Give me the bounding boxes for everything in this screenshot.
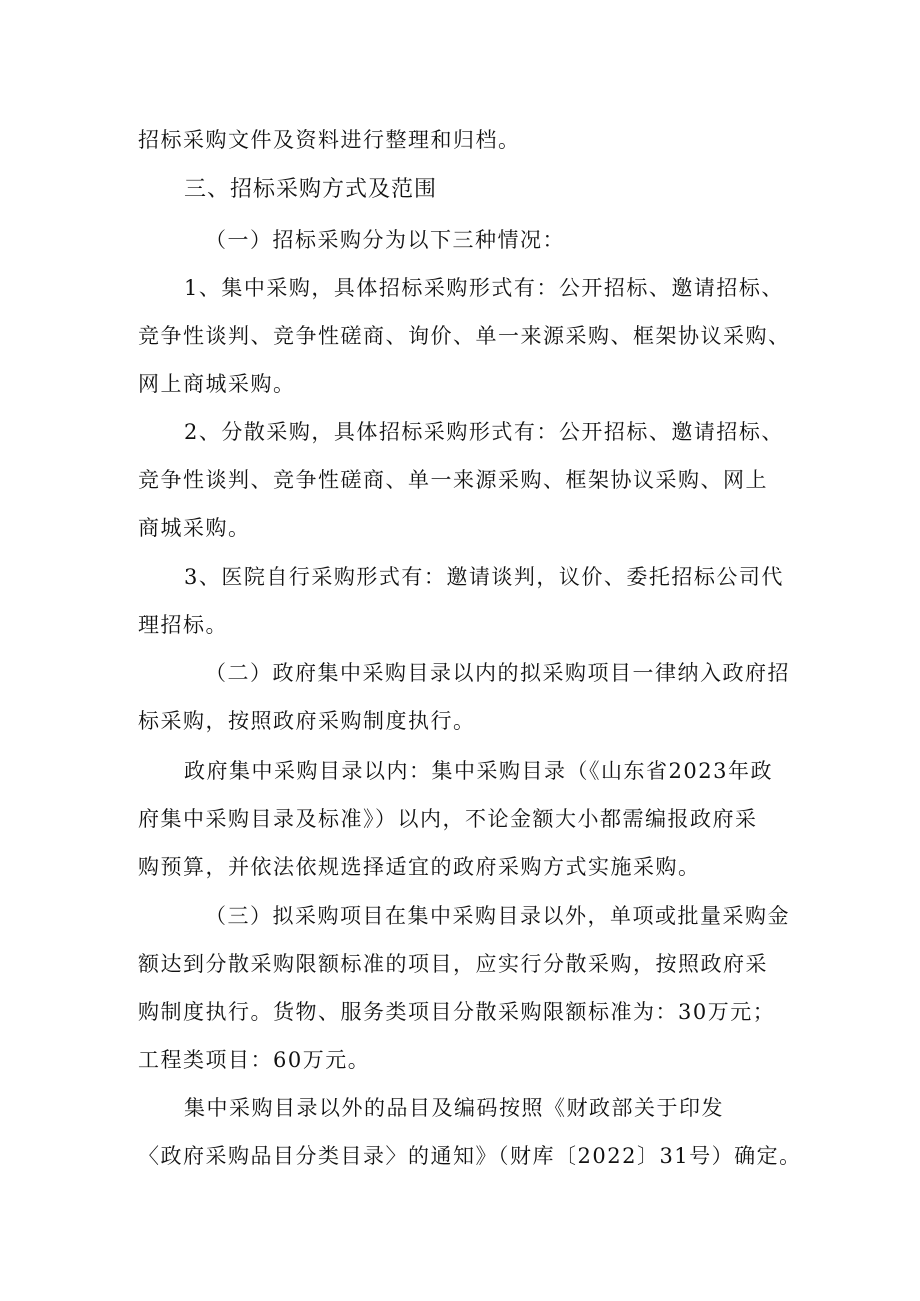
paragraph-line: 额达到分散采购限额标准的项目，应实行分散采购，按照政府采 [138, 952, 768, 976]
paragraph-line: 2、分散采购，具体招标采购形式有：公开招标、邀请招标、 [184, 420, 784, 444]
paragraph-line: 竞争性谈判、竞争性磋商、单一来源采购、框架协议采购、网上 [138, 468, 768, 492]
paragraph-line: 购预算，并依法依规选择适宜的政府采购方式实施采购。 [138, 855, 701, 879]
paragraph-line: 商城采购。 [138, 516, 251, 540]
paragraph-line: 竞争性谈判、竞争性磋商、询价、单一来源采购、框架协议采购、 [138, 324, 791, 348]
paragraph-line: 购制度执行。货物、服务类项目分散采购限额标准为：30万元； [138, 1000, 776, 1024]
paragraph-line: 理招标。 [138, 613, 228, 637]
paragraph-line: 集中采购目录以外的品目及编码按照《财政部关于印发 [184, 1096, 724, 1120]
subsection-heading: （一）招标采购分为以下三种情况： [205, 228, 565, 252]
paragraph-line: 标采购，按照政府采购制度执行。 [138, 709, 476, 733]
paragraph-line: 工程类项目：60万元。 [138, 1048, 371, 1072]
section-heading: 三、招标采购方式及范围 [184, 177, 438, 202]
paragraph-line: 网上商城采购。 [138, 372, 296, 396]
paragraph-line: 府集中采购目录及标准》）以内，不论金额大小都需编报政府采 [138, 807, 758, 831]
paragraph-line: 政府集中采购目录以内：集中采购目录（《山东省2023年政 [184, 759, 773, 783]
paragraph-line: 〈政府采购品目分类目录〉的通知》（财库〔2022〕31号）确定。 [138, 1144, 802, 1168]
paragraph-line: （二）政府集中采购目录以内的拟采购项目一律纳入政府招 [205, 661, 790, 685]
paragraph-line: 1、集中采购，具体招标采购形式有：公开招标、邀请招标、 [184, 276, 784, 300]
paragraph-line: （三）拟采购项目在集中采购目录以外，单项或批量采购金 [205, 904, 790, 928]
paragraph-line: 招标采购文件及资料进行整理和归档。 [138, 128, 521, 152]
paragraph-line: 3、医院自行采购形式有：邀请谈判，议价、委托招标公司代 [184, 565, 784, 589]
